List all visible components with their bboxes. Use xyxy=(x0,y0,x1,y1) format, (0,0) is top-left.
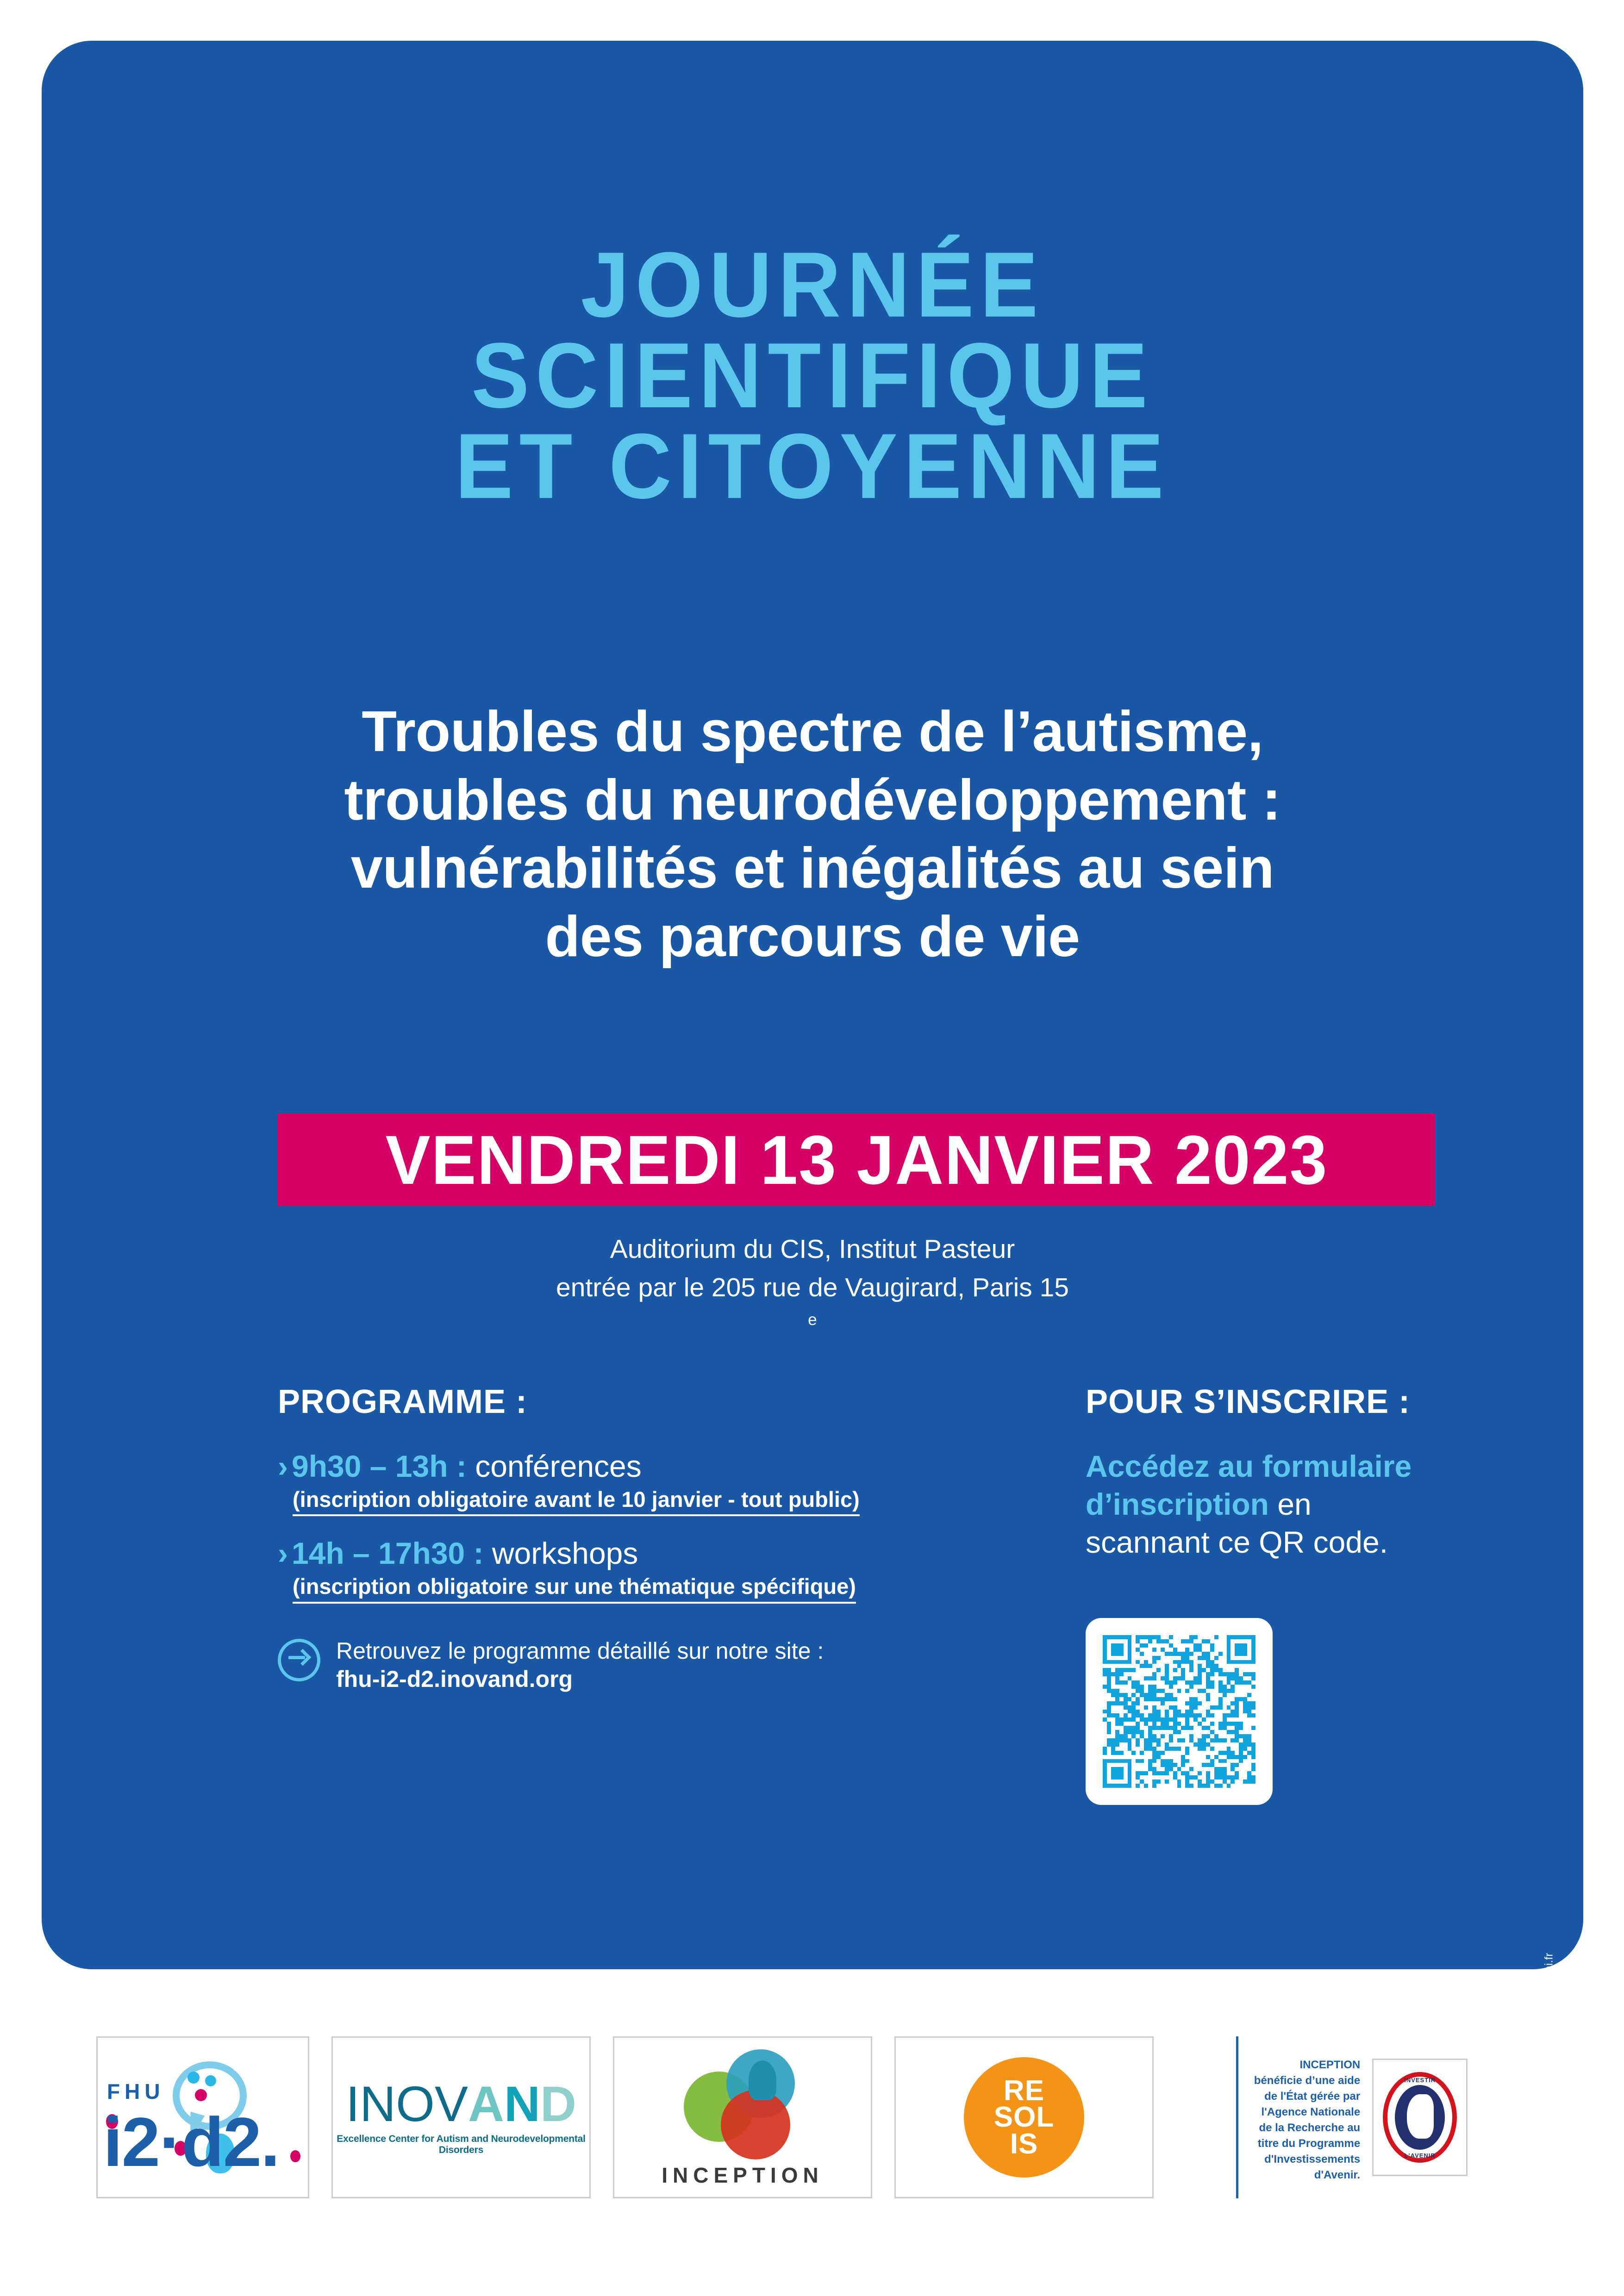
date-text: VENDREDI 13 JANVIER 2023 xyxy=(385,1120,1328,1199)
programme-item-1-line xyxy=(278,1450,1018,1484)
inovand-part-ino: INOV xyxy=(345,2076,468,2132)
anr-funding-block xyxy=(1236,2036,1468,2198)
investir-avenir-logo-mark xyxy=(1383,2072,1457,2163)
inscription-body xyxy=(1086,1448,1502,1561)
fhu-logo-name: i2·d2. xyxy=(103,2103,279,2181)
inovand-part-d: D xyxy=(540,2076,577,2132)
subtitle-line-3: vulnérabilités et inégalités au sein xyxy=(350,836,1274,901)
anr-line-8: d'Avenir. xyxy=(1314,2169,1361,2182)
arrow-right-circle-icon xyxy=(278,1639,320,1681)
inscription-heading: POUR S’INSCRIRE : xyxy=(1086,1383,1411,1420)
anr-line-6: titre du Programme xyxy=(1257,2137,1361,2150)
investir-label-bottom: L'AVENIR xyxy=(1404,2152,1436,2159)
logo-fhu-i2d2 xyxy=(96,2036,309,2198)
programme-item-1 xyxy=(278,1450,1018,1516)
venue-line-1: Auditorium du CIS, Institut Pasteur xyxy=(610,1234,1015,1264)
neuron-icon xyxy=(205,2075,216,2086)
chevron-right-icon: › xyxy=(278,1536,288,1571)
qr-code-image xyxy=(1103,1635,1255,1788)
website-texts xyxy=(336,1637,824,1693)
neuron-icon xyxy=(187,2072,200,2084)
programme-item-1-time: 9h30 – 13h : xyxy=(291,1449,467,1483)
title-line-3: ET CITOYENNE xyxy=(455,415,1170,518)
credit-vertical-text: 20221024 - Conception et réalisation : Kromi - www.kromi.fr xyxy=(1543,1953,1555,2254)
programme-item-1-label: conférences xyxy=(475,1449,642,1483)
resolis-line-2: SOL xyxy=(993,2101,1055,2134)
programme-heading: PROGRAMME : xyxy=(278,1383,527,1420)
inovand-part-a: A xyxy=(468,2076,505,2132)
anr-line-5: de la Recherche au xyxy=(1259,2122,1361,2134)
investir-label-top: INVESTIR xyxy=(1404,2077,1436,2084)
inscription-highlight-1: Accédez au formulaire xyxy=(1086,1449,1412,1483)
subtitle-line-2: troubles du neurodéveloppement : xyxy=(344,768,1281,832)
logo-inovand xyxy=(331,2036,591,2198)
inception-circles-icon xyxy=(684,2047,802,2156)
website-caption: Retrouvez le programme détaillé sur notre site : xyxy=(336,1637,824,1664)
date-banner xyxy=(278,1114,1435,1206)
inscription-highlight-2: d’inscription xyxy=(1086,1487,1269,1521)
inception-wordmark: INCEPTION xyxy=(662,2163,824,2187)
inovand-logo-mark xyxy=(333,2076,589,2156)
website-url[interactable]: fhu-i2-d2.inovand.org xyxy=(336,1666,573,1692)
dot-icon xyxy=(290,2150,300,2162)
title-line-1: JOURNÉE xyxy=(581,233,1044,336)
anr-line-4: l'Agence Nationale xyxy=(1261,2105,1361,2118)
inovand-tagline: Excellence Center for Autism and Neurodevelopmental Disorders xyxy=(337,2134,586,2155)
logo-strip xyxy=(0,2036,1624,2231)
inscription-rest-2: scannant ce QR code. xyxy=(1086,1524,1388,1559)
anr-line-7: d'Investissements xyxy=(1264,2153,1361,2166)
venue-block xyxy=(42,1230,1583,1345)
fhu-logo-mark xyxy=(103,2060,302,2181)
anr-funding-text xyxy=(1236,2036,1360,2198)
inovand-wordmark xyxy=(333,2076,589,2132)
programme-item-2 xyxy=(278,1537,1018,1603)
qr-code-card[interactable] xyxy=(1086,1618,1273,1805)
network-circle-icon xyxy=(721,2090,790,2159)
programme-item-2-line xyxy=(278,1537,1018,1571)
resolis-line-3: IS xyxy=(1010,2128,1038,2160)
anr-line-2: bénéficie d’une aide xyxy=(1254,2074,1361,2087)
inscription-column xyxy=(1086,1383,1502,1561)
title-line-2: SCIENTIFIQUE xyxy=(471,324,1154,427)
anr-line-3: de l'État gérée par xyxy=(1264,2090,1361,2103)
programme-item-2-time: 14h – 17h30 : xyxy=(291,1536,484,1571)
resolis-line-1: RE xyxy=(1003,2075,1045,2107)
logo-resolis xyxy=(894,2036,1154,2198)
fhu-logo-prefix: FHU xyxy=(107,2079,165,2103)
logo-inception xyxy=(613,2036,872,2198)
anr-line-1: INCEPTION xyxy=(1299,2058,1361,2071)
venue-line-2 xyxy=(42,1269,1583,1345)
programme-item-2-label: workshops xyxy=(492,1536,638,1571)
page-title xyxy=(42,233,1583,518)
venue-line-2-text: entrée par le 205 rue de Vaugirard, Paris 15 xyxy=(556,1272,1069,1302)
programme-item-2-note: (inscription obligatoire sur une thématique spécifique) xyxy=(293,1574,856,1603)
subtitle xyxy=(252,698,1373,971)
inovand-part-n: N xyxy=(504,2076,541,2132)
subtitle-line-1: Troubles du spectre de l’autisme, xyxy=(362,700,1263,764)
chevron-right-icon: › xyxy=(278,1449,288,1483)
neuron-icon xyxy=(195,2089,207,2101)
website-row[interactable] xyxy=(278,1637,1018,1693)
investir-avenir-box xyxy=(1372,2059,1468,2176)
marianne-profile-icon xyxy=(1407,2094,1434,2139)
venue-superscript: e xyxy=(808,1311,817,1329)
subtitle-line-4: des parcours de vie xyxy=(545,904,1080,969)
logo-anr-investir xyxy=(1176,2036,1528,2198)
inscription-rest-1: en xyxy=(1269,1487,1312,1521)
child-head-silhouette-icon xyxy=(749,2060,776,2100)
programme-item-1-note: (inscription obligatoire avant le 10 janvier - tout public) xyxy=(293,1487,860,1516)
inception-logo-mark xyxy=(662,2047,823,2188)
resolis-logo-mark xyxy=(964,2057,1084,2178)
programme-column xyxy=(278,1383,1018,1693)
